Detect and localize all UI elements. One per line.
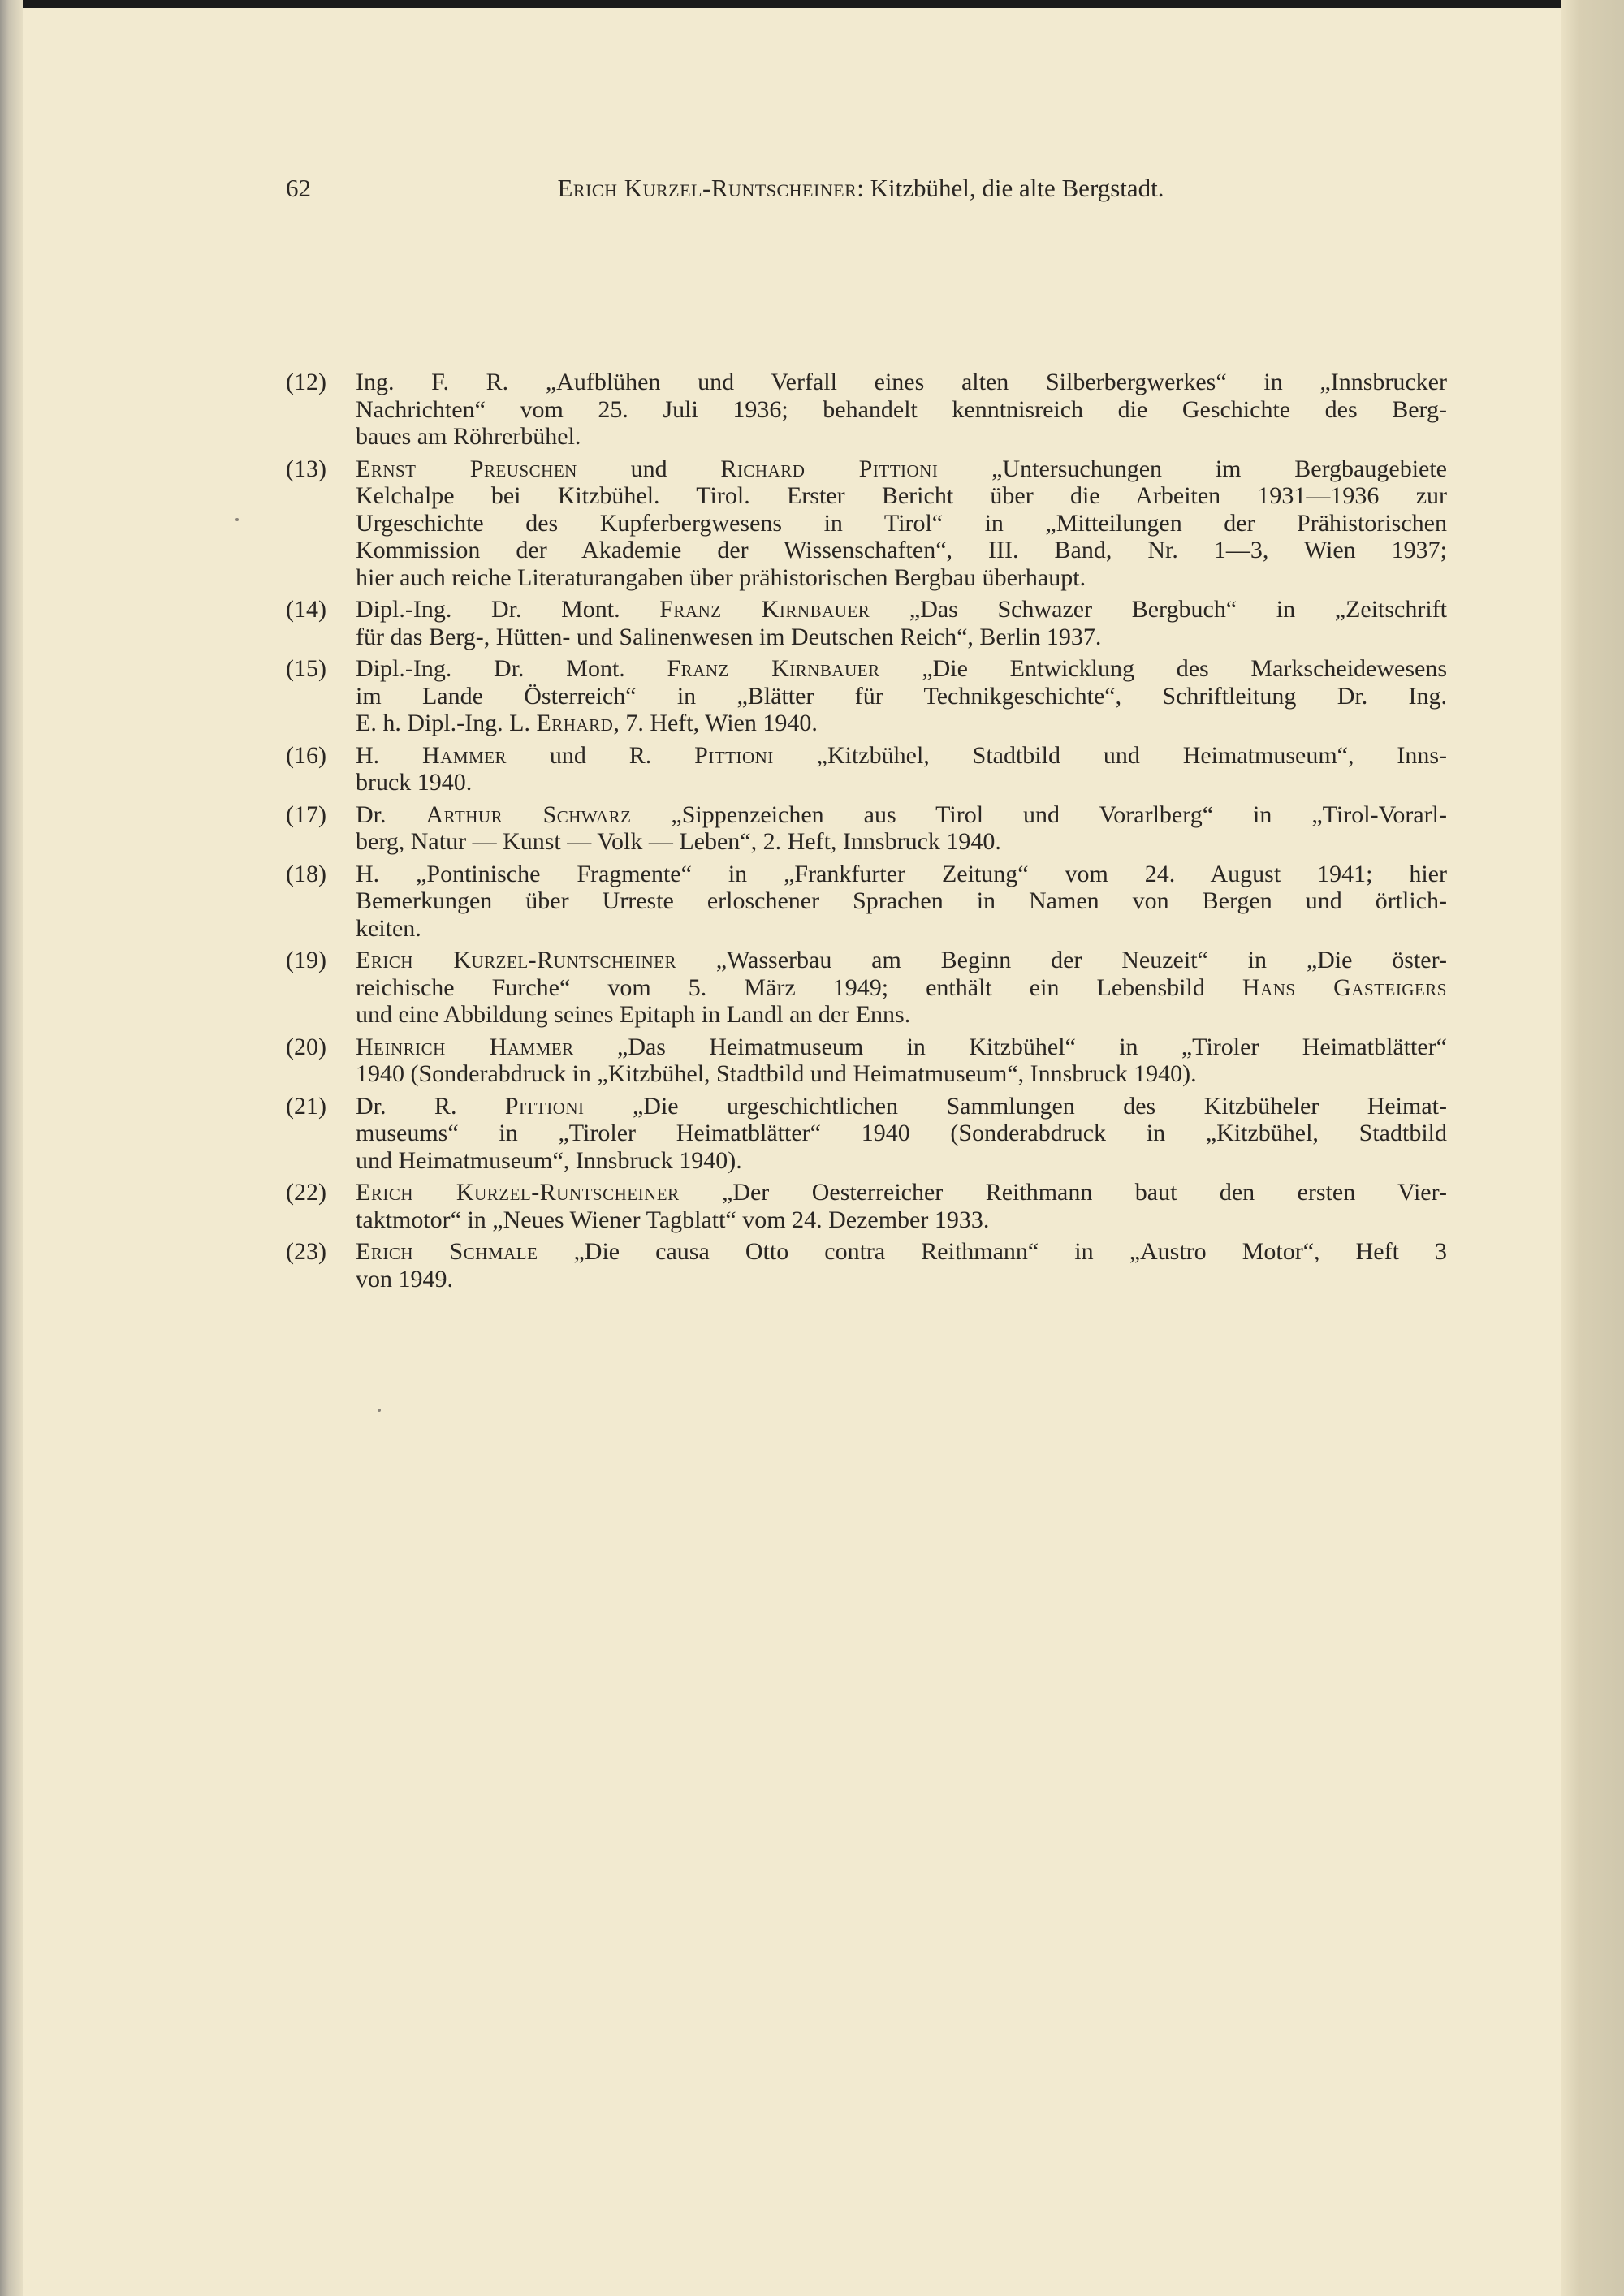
text-segment: Nachrichten“ vom 25. Juli 1936; behandelt kenntnisreich die Geschichte des Berg- [356, 395, 1447, 423]
entry-line [356, 915, 1447, 943]
page-right-edge [1561, 0, 1624, 2296]
text-segment: im Lande Österreich“ in „Blätter für Technikgeschichte“, Schriftleitung Dr. Ing. [356, 682, 1447, 710]
entry-line [356, 1001, 1447, 1029]
entry-line [356, 947, 1447, 974]
text-segment: Dipl.-Ing. Dr. Mont. [356, 655, 667, 682]
entry-text [356, 1179, 1447, 1233]
entry-line [356, 1238, 1447, 1266]
entry-text [356, 801, 1447, 856]
text-segment: Dr. [356, 801, 426, 828]
text-segment: Bemerkungen über Urreste erloschener Sprachen in Namen von Bergen und örtlich- [356, 887, 1447, 914]
running-head [455, 174, 1267, 203]
author-name: Richard Pittioni [720, 455, 939, 482]
scan-top-border [0, 0, 1624, 8]
author-name: Erich Kurzel-Runtscheiner [356, 947, 676, 973]
entry-line [356, 828, 1447, 856]
text-segment: H. „Pontinische Fragmente“ in „Frankfurter Zeitung“ vom 24. August 1941; hier [356, 860, 1447, 887]
entry-line [356, 683, 1447, 710]
bibliography-entry [286, 1034, 1447, 1088]
running-head-author: Erich Kurzel-Runtscheiner [557, 174, 857, 202]
text-segment: hier auch reiche Literaturangaben über prähistorischen Bergbau überhaupt. [356, 563, 1086, 591]
text-segment: Kommission der Akademie der Wissenschaften“, III. Band, Nr. 1—3, Wien 1937; [356, 537, 1447, 563]
author-name: Erich Kurzel-Runtscheiner [356, 1179, 680, 1206]
entry-line [356, 423, 1447, 451]
entry-number: (14) [286, 596, 326, 623]
text-segment: bruck 1940. [356, 769, 473, 796]
entry-text [356, 369, 1447, 451]
author-name: Arthur Schwarz [425, 801, 632, 828]
entry-line [356, 564, 1447, 592]
entry-line [356, 1120, 1447, 1147]
entry-line [356, 655, 1447, 683]
text-segment: keiten. [356, 914, 421, 942]
bibliography-entry [286, 1093, 1447, 1175]
bibliography-entry [286, 947, 1447, 1029]
entry-line [356, 482, 1447, 510]
text-segment: für das Berg-, Hütten- und Salinenwesen im Deutschen Reich“, Berlin 1937. [356, 623, 1102, 650]
text-segment: reichische Furche“ vom 5. März 1949; enthält ein Lebensbild [356, 973, 1242, 1001]
text-segment: „Die urgeschichtlichen Sammlungen des Kitzbüheler Heimat- [584, 1092, 1447, 1120]
text-segment: Dr. R. [356, 1092, 505, 1120]
text-segment: „Untersuchungen im Bergbaugebiete [938, 455, 1447, 482]
entry-line [356, 369, 1447, 396]
entry-line [356, 1093, 1447, 1120]
entry-line [356, 1034, 1447, 1061]
author-name: Franz Kirnbauer [659, 596, 870, 623]
author-name: Pittioni [694, 741, 774, 769]
entry-line [356, 742, 1447, 770]
author-name: Pittioni [504, 1092, 585, 1120]
scan-speck [235, 518, 239, 521]
entry-number: (23) [286, 1238, 326, 1265]
entry-text [356, 596, 1447, 650]
bibliography-entry [286, 1179, 1447, 1233]
entry-number: (16) [286, 741, 326, 769]
entry-number: (17) [286, 801, 326, 828]
text-segment: Kelchalpe bei Kitzbühel. Tirol. Erster Bericht über die Arbeiten 1931—1936 zur [356, 482, 1447, 509]
entry-line [356, 710, 1447, 737]
text-segment: „Die Entwicklung des Markscheidewesens [879, 655, 1447, 682]
text-segment: museums“ in „Tiroler Heimatblätter“ 1940 (Sonderabdruck in „Kitzbühel, Stadtbild [356, 1120, 1447, 1146]
text-segment: und R. [507, 741, 695, 769]
text-segment: , 7. Heft, Wien 1940. [613, 710, 818, 736]
author-name: Heinrich Hammer [356, 1033, 574, 1060]
entry-line [356, 596, 1447, 624]
text-segment: „Wasserbau am Beginn der Neuzeit“ in „Die öster- [676, 947, 1447, 973]
text-segment: Dipl.-Ing. Dr. Mont. [356, 596, 660, 623]
bibliography-entry [286, 1238, 1447, 1293]
text-segment: H. [356, 741, 423, 769]
bibliography-entry [286, 861, 1447, 943]
entry-line [356, 887, 1447, 915]
text-segment: berg, Natur — Kunst — Volk — Leben“, 2. Heft, Innsbruck 1940. [356, 828, 1001, 855]
author-name: Erich Schmale [356, 1238, 538, 1265]
entry-line [356, 1147, 1447, 1175]
text-segment: taktmotor“ in „Neues Wiener Tagblatt“ vom 24. Dezember 1933. [356, 1206, 990, 1233]
entry-text [356, 1093, 1447, 1175]
author-name: Hammer [422, 741, 508, 769]
entry-number: (22) [286, 1179, 326, 1206]
bibliography-entry [286, 369, 1447, 451]
author-name: Erhard [536, 710, 614, 736]
author-name: Ernst Preuschen [356, 455, 577, 482]
entry-line [356, 974, 1447, 1002]
entry-line [356, 624, 1447, 651]
running-head-title: : Kitzbühel, die alte Bergstadt. [857, 174, 1164, 202]
entry-line [356, 1179, 1447, 1206]
text-segment: Ing. F. R. „Aufblühen und Verfall eines alten Silberbergwerkes“ in „Innsbrucker [356, 369, 1447, 395]
scan-speck [378, 1409, 381, 1412]
text-segment: und Heimatmuseum“, Innsbruck 1940). [356, 1146, 742, 1174]
text-segment: und eine Abbildung seines Epitaph in Landl an der Enns. [356, 1001, 911, 1028]
entry-number: (19) [286, 947, 326, 973]
text-segment: „Das Heimatmuseum in Kitzbühel“ in „Tiroler Heimatblätter“ [573, 1033, 1447, 1060]
bibliography-entry [286, 655, 1447, 737]
bibliography-list [286, 369, 1447, 1297]
entry-number: (20) [286, 1033, 326, 1060]
entry-line [356, 1266, 1447, 1293]
entry-text [356, 1034, 1447, 1088]
text-segment: „Die causa Otto contra Reithmann“ in „Austro Motor“, Heft 3 [538, 1238, 1447, 1265]
entry-number: (21) [286, 1092, 326, 1120]
text-segment: „Sippenzeichen aus Tirol und Vorarlberg“ in „Tirol-Vorarl- [631, 801, 1447, 828]
text-segment: „Der Oesterreicher Reithmann baut den ersten Vier- [679, 1179, 1447, 1206]
text-segment: Urgeschichte des Kupferbergwesens in Tirol“ in „Mitteilungen der Prähistorischen [356, 509, 1447, 537]
entry-text [356, 742, 1447, 796]
entry-number: (12) [286, 369, 326, 395]
text-segment: baues am Röhrerbühel. [356, 423, 581, 450]
bibliography-entry [286, 455, 1447, 592]
entry-line [356, 537, 1447, 564]
entry-line [356, 861, 1447, 888]
text-segment: „Kitzbühel, Stadtbild und Heimatmuseum“, Inns- [773, 741, 1447, 769]
entry-text [356, 1238, 1447, 1293]
bibliography-entry [286, 742, 1447, 796]
text-segment: von 1949. [356, 1265, 453, 1293]
entry-text [356, 861, 1447, 943]
author-name: Hans Gasteigers [1242, 973, 1447, 1001]
bibliography-entry [286, 801, 1447, 856]
entry-line [356, 769, 1447, 796]
entry-number: (13) [286, 455, 326, 482]
text-segment: 1940 (Sonderabdruck in „Kitzbühel, Stadtbild und Heimatmuseum“, Innsbruck 1940). [356, 1060, 1197, 1087]
entry-text [356, 947, 1447, 1029]
bibliography-entry [286, 596, 1447, 650]
entry-number: (18) [286, 860, 326, 887]
page-number: 62 [286, 174, 311, 202]
entry-line [356, 801, 1447, 829]
entry-line [356, 1060, 1447, 1088]
author-name: Franz Kirnbauer [667, 655, 880, 682]
text-segment: E. h. Dipl.-Ing. L. [356, 710, 537, 736]
entry-line [356, 1206, 1447, 1234]
text-segment: und [577, 455, 721, 482]
entry-line [356, 396, 1447, 424]
entry-line [356, 510, 1447, 537]
entry-line [356, 455, 1447, 483]
text-segment: „Das Schwazer Bergbuch“ in „Zeitschrift [870, 596, 1448, 623]
entry-number: (15) [286, 655, 326, 682]
book-spine-edge [0, 0, 23, 2296]
entry-text [356, 655, 1447, 737]
entry-text [356, 455, 1447, 592]
